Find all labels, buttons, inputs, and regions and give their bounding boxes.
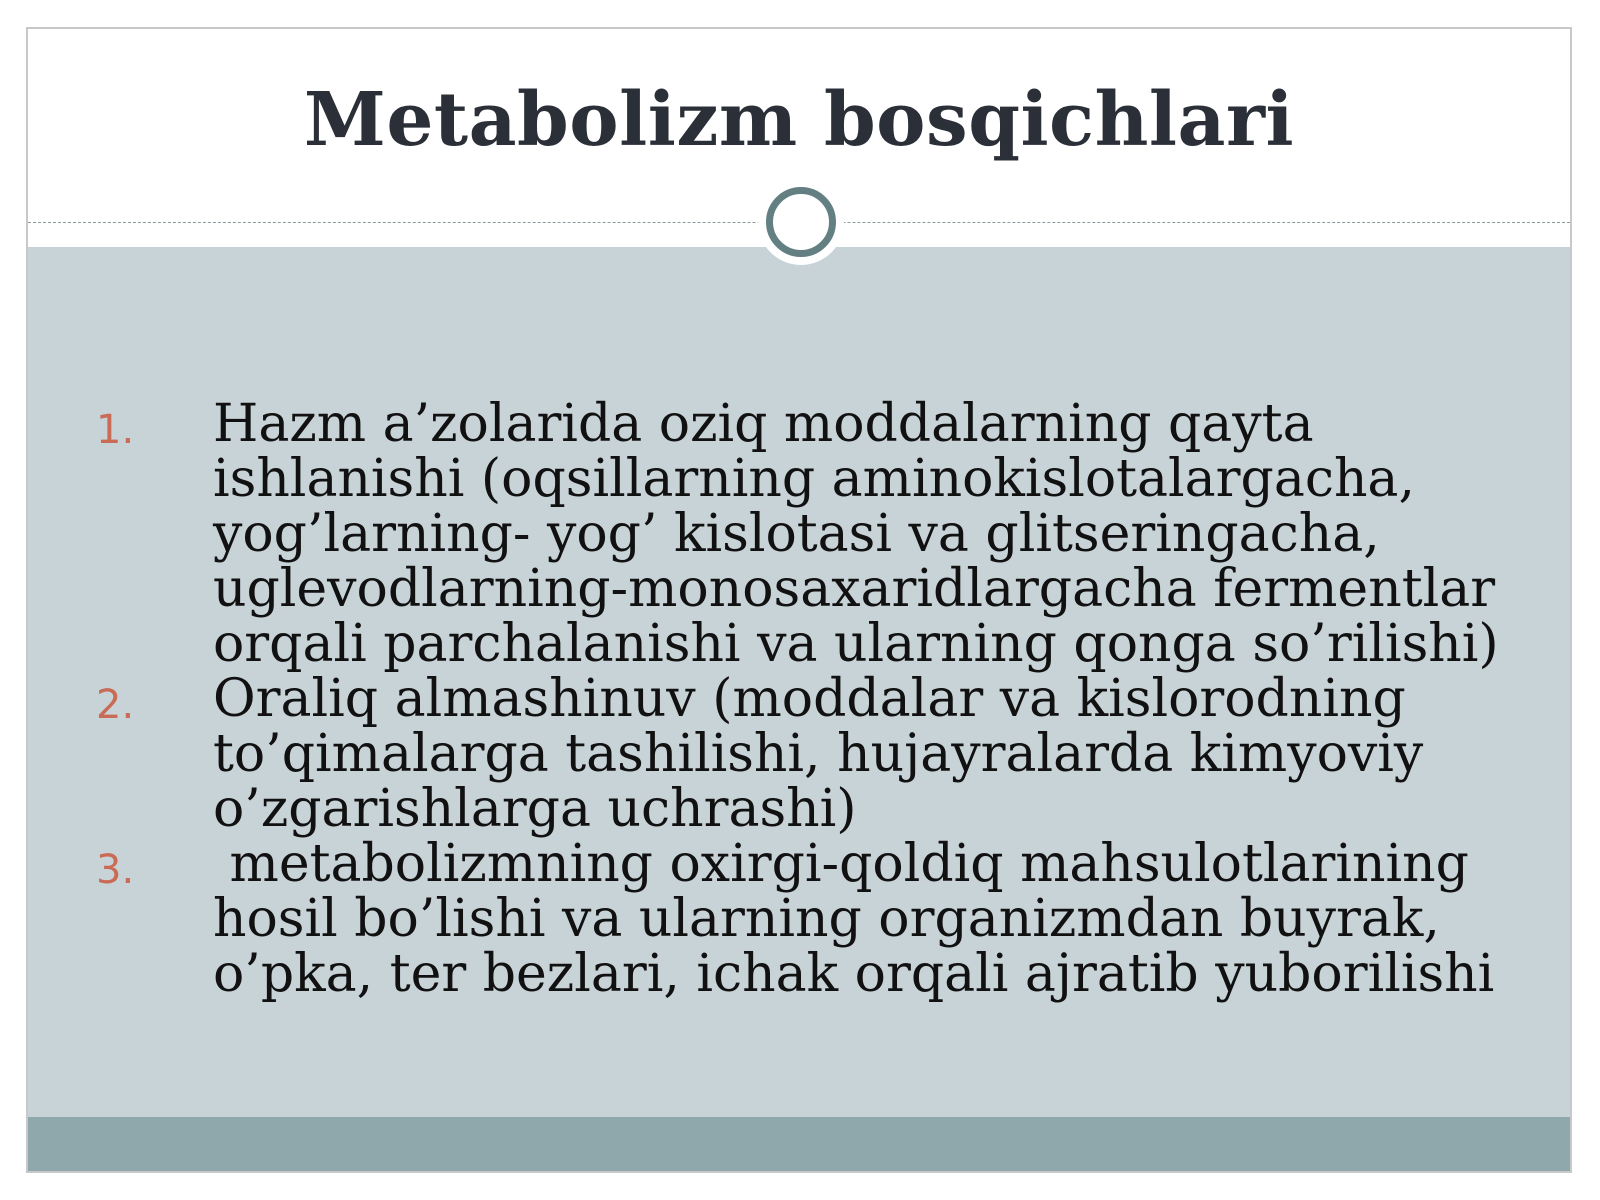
list-item bbox=[96, 834, 1536, 1004]
slide-title: Metabolizm bosqichlari bbox=[303, 77, 1295, 163]
list-item-number: 3. bbox=[96, 847, 135, 893]
circle-ornament-icon bbox=[766, 187, 836, 257]
list-item-number: 1. bbox=[96, 407, 135, 453]
list-item bbox=[96, 669, 1536, 839]
list-item bbox=[96, 394, 1536, 674]
list-item-text: Oraliq almashinuv (moddalar va kislorodning to’qimalarga tashilishi, hujayralarda kimyoviy o’zgarishlarga uchrashi) bbox=[213, 669, 1424, 839]
footer-band bbox=[28, 1117, 1570, 1173]
list-item-text: metabolizmning oxirgi-qoldiq mahsulotlarining hosil bo’lishi va ularning organizmdan buyrak, o’pka, ter bezlari, ichak orqali ajratib yuborilishi bbox=[213, 834, 1495, 1004]
list-item-text: Hazm a’zolarida oziq moddalarning qayta ishlanishi (oqsillarning aminokislotalargacha, yog’larning- yog’ kislotasi va glitseringacha, uglevodlarning-monosaxaridlargacha fermentlar orqali parchalanishi va ularning qonga so’rilishi) bbox=[213, 394, 1499, 674]
list-item-number: 2. bbox=[96, 682, 135, 728]
stages-list bbox=[96, 394, 1536, 1004]
slide bbox=[26, 27, 1572, 1173]
